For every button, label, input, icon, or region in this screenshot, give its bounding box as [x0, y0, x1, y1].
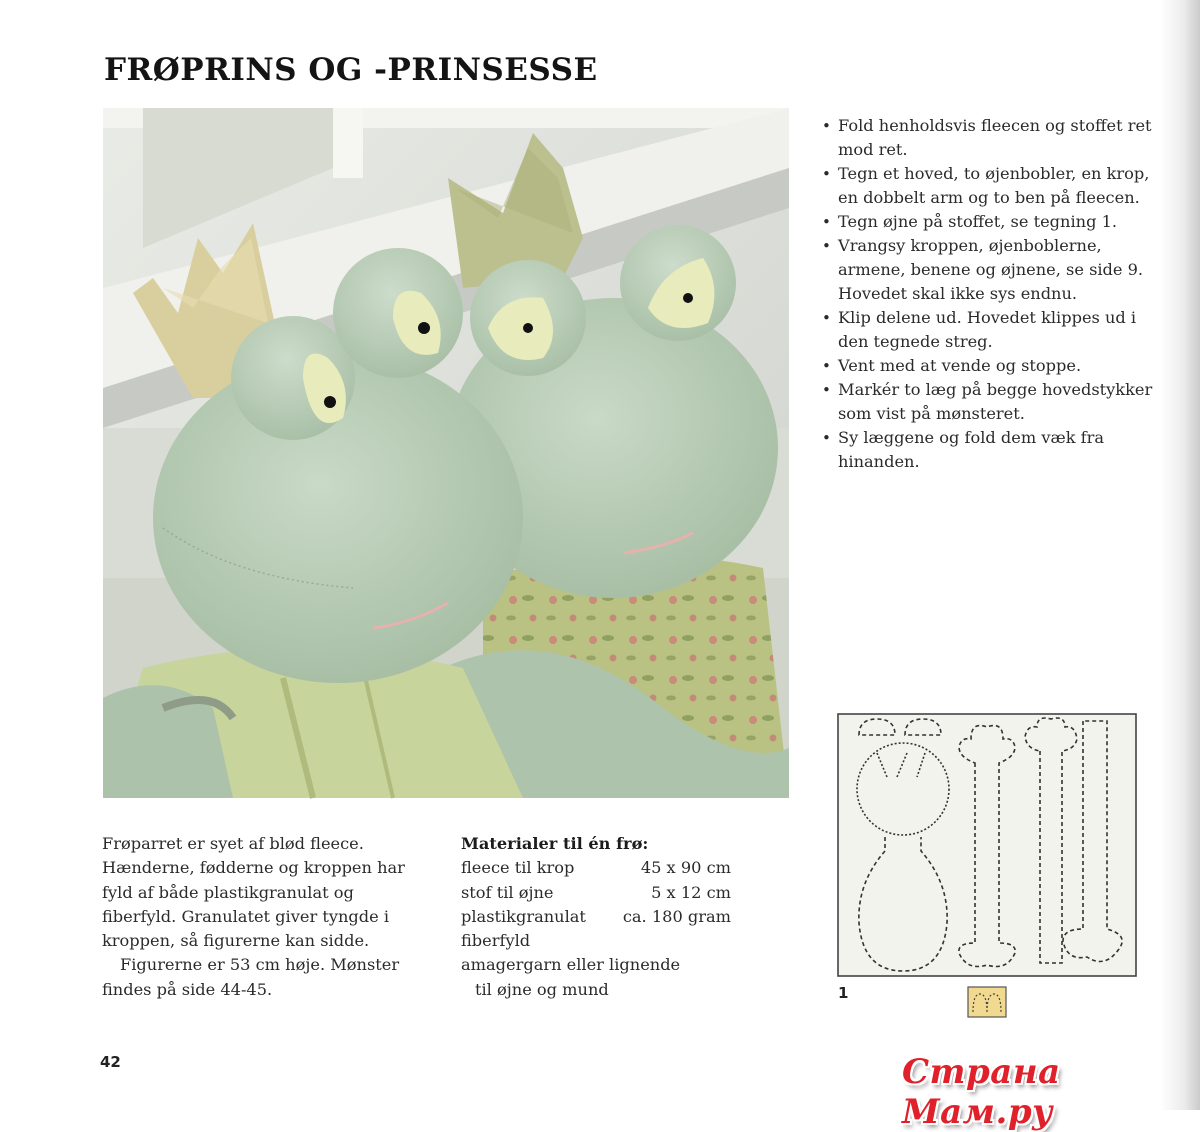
site-watermark: Страна Мам.ру: [902, 1052, 1061, 1132]
bullet-icon: •: [822, 117, 831, 135]
material-row: fiberfyld: [461, 931, 531, 951]
pattern-layout-drawing: [837, 713, 1137, 977]
bullet-icon: •: [822, 357, 831, 375]
figure-number: 1: [838, 984, 849, 1002]
frog-dolls-photo: [103, 108, 789, 798]
page-gutter-shadow: [1160, 0, 1200, 1110]
material-row: plastikgranulat ca. 180 gram: [461, 906, 731, 926]
bullet-icon: •: [822, 213, 831, 231]
bullet-icon: •: [822, 237, 831, 255]
pattern-diagram: [837, 713, 1137, 977]
instruction-item: • Sy læggene og fold dem væk fra hinanden.: [822, 428, 1105, 471]
material-row: fleece til krop 45 x 90 cm: [461, 858, 731, 878]
bullet-icon: •: [822, 309, 831, 327]
page-title: FRØPRINS OG -PRINSESSE: [104, 52, 598, 88]
instruction-list: [820, 114, 1165, 474]
instruction-item: • Tegn et hoved, to øjenbobler, en krop, en dobbelt arm og to ben på fleecen.: [822, 164, 1150, 207]
intro-text: [102, 832, 432, 1002]
instruction-item: • Markér to læg på begge hovedstykker som vist på mønsteret.: [822, 380, 1153, 423]
eye-fabric-swatch: [967, 986, 1007, 1018]
bullet-icon: •: [822, 165, 831, 183]
material-row: stof til øjne 5 x 12 cm: [461, 882, 731, 902]
material-continuation: til øjne og mund: [475, 979, 609, 999]
material-row: amagergarn eller lignende: [461, 955, 681, 975]
photo-illustration: [103, 108, 789, 798]
instruction-item: • Tegn øjne på stoffet, se tegning 1.: [820, 210, 1165, 234]
bullet-icon: •: [822, 429, 831, 447]
page-number: 42: [100, 1053, 121, 1071]
materials-heading: Materialer til én frø:: [461, 834, 649, 853]
instruction-item: • Klip delene ud. Hovedet klippes ud i den tegnede streg.: [822, 308, 1137, 351]
instruction-item: • Vent med at vende og stoppe.: [820, 354, 1165, 378]
bullet-icon: •: [822, 381, 831, 399]
instruction-item: • Fold henholdsvis fleecen og stoffet ret mod ret.: [822, 116, 1152, 159]
intro-paragraph: Figurerne er 53 cm høje. Mønster findes på side 44-45.: [102, 955, 400, 999]
instruction-item: • Vrangsy kroppen, øjenboblerne, armene, benene og øjnene, se side 9. Hovedet skal ikke sys endnu.: [822, 236, 1144, 303]
materials-list: [461, 832, 731, 1002]
intro-paragraph: Frøparret er syet af blød fleece. Hænderne, fødderne og kroppen har fyld af både plastikgranulat og fiberfyld. Granulatet giver tyngde i kroppen, så figurerne kan sidde.: [102, 834, 405, 951]
